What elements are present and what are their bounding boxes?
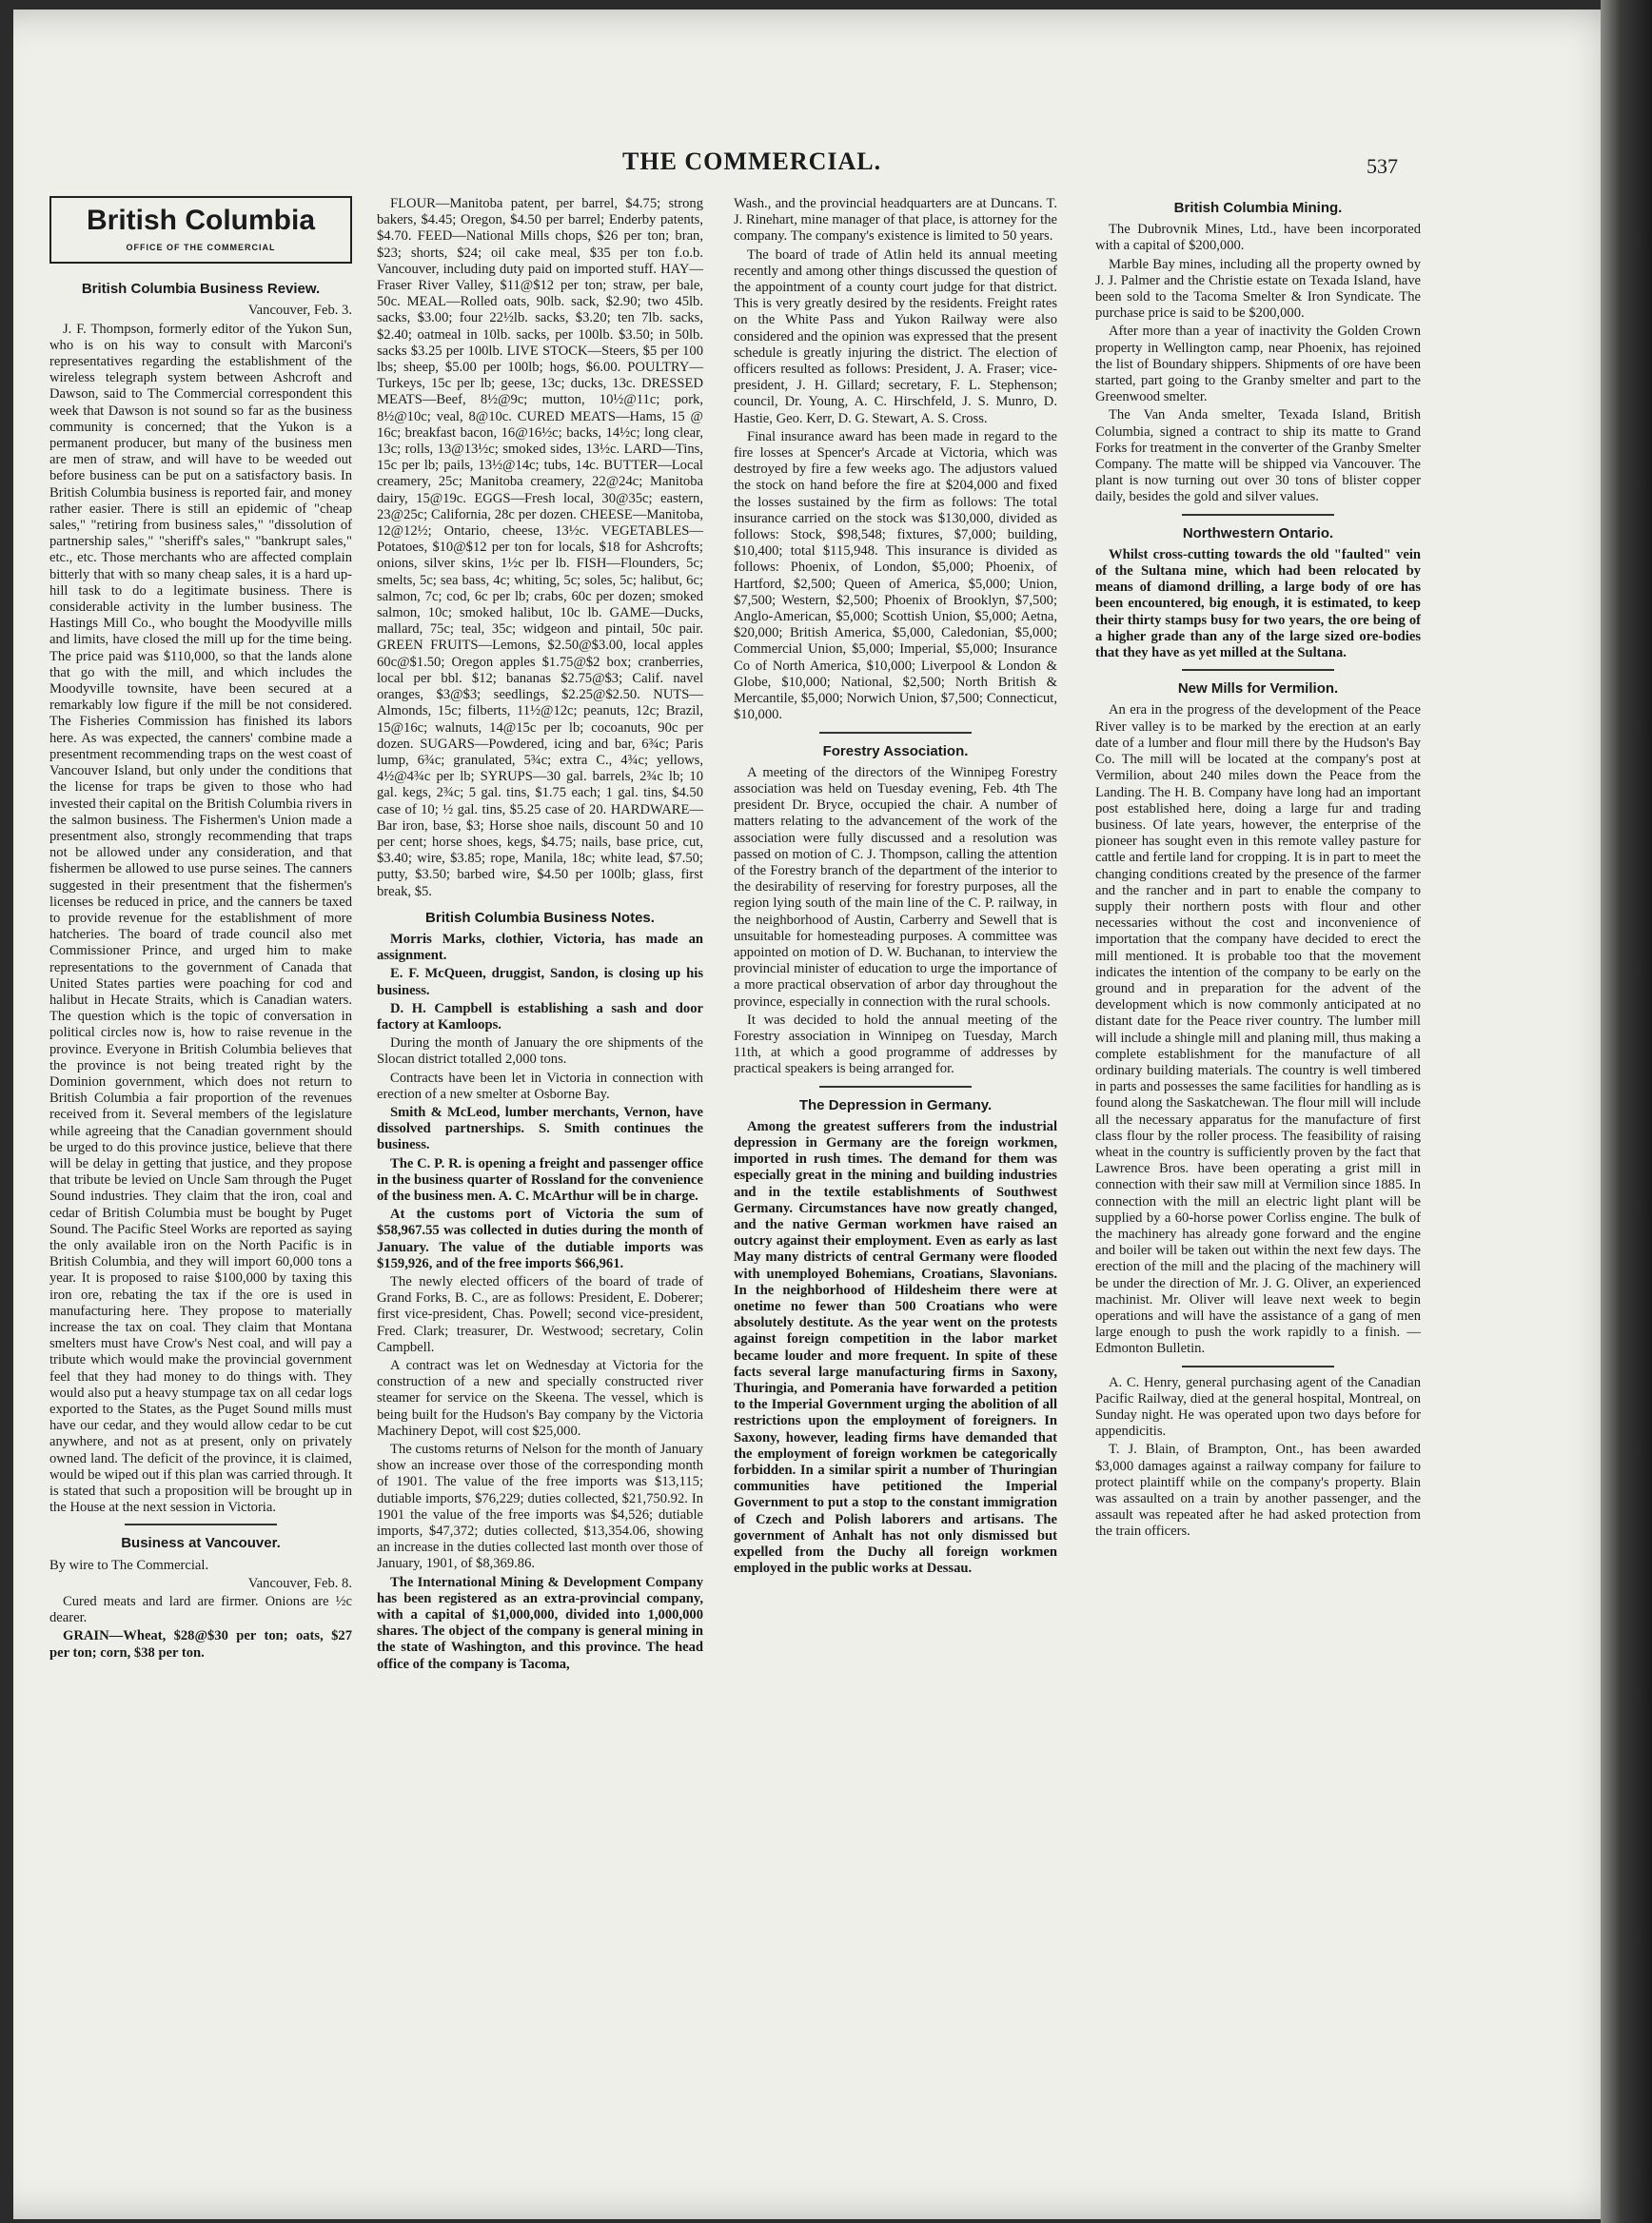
price-list: FLOUR—Manitoba patent, per barrel, $4.75; strong bakers, $4.45; Oregon, $4.50 per barrel; Enderby patents, $4.70. FEED—National Mills chops, $26 per ton; bran, $23; shorts, $24; oil cake meal, $35 per ton f.o.b. Vancouver, including duty paid on imported stuff. HAY—Fraser River Valley, $11@$12 per ton; straw, per bale, 50c. MEAL—Rolled oats, 90lb. sack, $2.90; two 45lb. sacks, $3.00; four 22½lb. sacks, $3.20; ten 7lb. sacks, $2.40; oatmeal in 10lb. sacks, per 100lb. $3.50; in 50lb. sacks $3.25 per 100lb. LIVE STOCK—Steers, $5 per 100 lbs; sheep, $5.00 per 100lb; hogs, $6.00. POULTRY—Turkeys, 15c per lb; geese, 13c; ducks, 13c. DRESSED MEATS—Beef, 8½@9c; mutton, 10½@11c; pork, 8½@10c; veal, 8@10c. CURED MEATS—Hams, 15 @ 16c; breakfast bacon, 16@16½c; backs, 14½c; long clear, 13c; rolls, 13@13½c; smoked sides, 13½c. LARD—Tins, 15c per lb; pails, 13½@14c; tubs, 14c. BUTTER—Local creamery, 25c; Manitoba creamery, 22@24c; Manitoba dairy, 15@19c. EGGS—Fresh local, 30@35c; eastern, 23@25c; California, 28c per dozen. CHEESE—Manitoba, 12@12½; Ontario, cheese, 13½c. VEGETABLES—Potatoes, $10@$12 per ton for locals, $18 for Ashcrofts; onions, silver skins, 1½c per lb. FISH—Flounders, 5c; smelts, 5c; sea bass, 4c; whiting, 5c; soles, 5c; halibut, 6c; salmon, 7c; cod, 6c per lb; crabs, 60c per dozen; smoked salmon, 10c; smoked halibut, 10c lb. GAME—Ducks, mallard, 75c; teal, 35c; widgeon and pintail, 50c pair. GREEN FRUITS—Lemons, $2.50@$3.00, local apples 60c@$1.50; Oregon apples $1.75@$2 box; cranberries, local per bbl. $12; bananas $2.75@$3; Calif. navel oranges, $3@$3; seedlings, $2.25@$2.50. NUTS—Almonds, 15c; filberts, 11½@12c; peanuts, 12c; Brazil, 15@16c; walnuts, 14@15c per lb; cocoanuts, 90c per dozen. SUGARS—Powdered, icing and bar, 6¾c; Paris lump, 6¾c; granulated, 5¾c; extra C., 4¾c; yellows, 4½@4¾c per lb; SYRUPS—30 gal. barrels, 2¾c lb; 10 gal. kegs, 2¾c; 5 gal. tins, $1.75 each; 1 gal. tins, $4.50 case of 10; ½ gal. tins, $5.25 case of 20. HARDWARE—Bar iron, base, $3; Horse shoe nails, discount 50 and 10 per cent; horse shoes, kegs, $4.75; nails, base price, cut, $3.40; wire, $3.85; rope, Manila, 18c; white lead, $7.50; putty, $3.50; barbed wire, $4.50 per 100lb; glass, first break, $5. xyxy=(377,196,703,899)
page-gutter-shadow xyxy=(1601,0,1652,2223)
divider xyxy=(1182,514,1334,516)
note-6: Smith & McLeod, lumber merchants, Vernon, have dissolved partnerships. S. Smith continues the business. xyxy=(377,1104,703,1153)
vancouver-heading: Business at Vancouver. xyxy=(121,1535,281,1552)
by-wire-line: By wire to The Commercial. xyxy=(49,1557,209,1573)
divider xyxy=(1182,1366,1334,1367)
column-3 xyxy=(734,196,1057,1579)
northwestern-heading: Northwestern Ontario. xyxy=(1182,524,1334,541)
note-7: The C. P. R. is opening a freight and passenger office in the business quarter of Rossland for the convenience of the business men. A. C. McArthur will be in charge. xyxy=(377,1155,703,1204)
forestry-heading: Forestry Association. xyxy=(822,742,969,759)
note-3: D. H. Campbell is establishing a sash and door factory at Kamloops. xyxy=(377,1000,703,1033)
newspaper-page xyxy=(13,10,1637,2219)
forestry-para-1: A meeting of the directors of the Winnipeg Forestry association was held on Tuesday evening, Feb. 4th The president Dr. Bryce, occupied the chair. A number of matters relating to the advancement of the work of the association were fully discussed and a resolution was passed on motion of C. J. Thompson, calling the attention of the Forestry branch of the department of the interior to the desirability of reserving for forestry purposes, all the region lying south of the main line of the C. P. railway, in the neighborhood of Austin, Carberry and Sewell that is unsuitable for homesteading purposes. A committee was appointed on motion of D. W. Buchanan, to interview the provincial minister of education to urge the importance of a more practical observation of arbor day throughout the province, especially in connection with the rural schools. xyxy=(734,764,1057,1010)
divider xyxy=(1182,669,1334,671)
col3-para-2: The board of trade of Atlin held its annual meeting recently and among other things discussed the question of the appointment of a county court judge for that district. This is very greatly desired by the residents. Freight rates on the White Pass and Yukon Railway were also considered and the opinion was expressed that the present schedule is greatly injuring the district. The election of officers resulted as follows: President, J. A. Fraser; vice-president, J. H. Gillard; secretary, F. L. Stephenson; council, Dr. Young, A. C. Hirschfeld, J. S. Munro, D. Hastie, Geo. Kerr, D. G. Stewart, A. S. Cross. xyxy=(734,246,1057,426)
note-12: The International Mining & Development Company has been registered as an extra-provincial company, with a capital of $1,000,000, divided into 1,000,000 shares. The object of the company is general mining in the state of Washington, and this province. The head office of the company is Tacoma, xyxy=(377,1574,703,1672)
col3-para-1: Wash., and the provincial headquarters are at Duncans. T. J. Rinehart, mine manager of that place, is attorney for the company. The company's existence is limited to 50 years. xyxy=(734,196,1057,245)
divider xyxy=(819,732,972,734)
note-8: At the customs port of Victoria the sum of $58,967.55 was collected in duties during the month of January. The value of the dutiable imports was $159,926, and of the free imports $66,961. xyxy=(377,1207,703,1271)
note-2: E. F. McQueen, druggist, Sandon, is closing up his business. xyxy=(377,966,703,998)
mills-heading: New Mills for Vermilion. xyxy=(1177,680,1339,698)
vancouver-para-2: GRAIN—Wheat, $28@$30 per ton; oats, $27 per ton; corn, $38 per ton. xyxy=(49,1628,352,1661)
germany-para: Among the greatest sufferers from the industrial depression in Germany are the foreign workmen, imported in rush times. The demand for them was especially great in the mining and building industries and in the textile establishments of Southwest Germany. Circumstances have now greatly changed, and the native German workmen have raised an outcry against their employment. Even as early as last May many districts of central Germany were flooded with unemployed Bohemians, Croatians, Slavonians. In the neighborhood of Hildesheim there were at onetime no fewer than 500 Croatians who were absolutely destitute. As the year went on the protests against foreign competition in the labor market became louder and more frequent. In spite of these facts several large manufacturing firms in Saxony, Thuringia, and Pomerania have forwarded a petition to the Imperial Government urging the abolition of all restrictions upon the employment of foreigners. In Saxony, however, leading firms have demanded that the employment of foreign workmen be categorically forbidden. In a similar spirit a number of Thuringian communities have petitioned the Imperial Government to put a stop to the constant immigration of Czech and Polish laborers and artisans. The government of Anhalt has not only dismissed but expelled from the Duchy all foreign workmen employed in the public works at Dessau. xyxy=(734,1118,1057,1577)
mining-para-4: The Van Anda smelter, Texada Island, British Columbia, signed a contract to ship its matte to Grand Forks for treatment in the converter of the Granby Smelter Company. The matte will be shipped via Vancouver. The plant is now turning out over 30 tons of blister copper daily, besides the gold and silver values. xyxy=(1095,407,1421,505)
column-4 xyxy=(1095,190,1421,1543)
blain-para: T. J. Blain, of Brampton, Ont., has been awarded $3,000 damages against a railway company for failure to protect plaintiff while on the company's property. Blain was assaulted on a train by another passenger, and the assault was repeated after he had asked protection from the train officers. xyxy=(1095,1442,1421,1540)
germany-heading: The Depression in Germany. xyxy=(798,1096,993,1113)
northwestern-para: Whilst cross-cutting towards the old "faulted" vein of the Sultana mine, which had been relocated by means of diamond drilling, a large body of ore has been encountered, big enough, it is estimated, to keep their thirty stamps busy for two years, the ore being of a higher grade than any of the large sized ore-bodies that they have as yet milled at the Sultana. xyxy=(1095,546,1421,661)
section-masthead-box xyxy=(49,196,352,264)
mining-para-3: After more than a year of inactivity the Golden Crown property in Wellington camp, near Phoenix, has rejoined the list of Boundary shippers. Shipments of ore have been started, part going to the Granby smelter and part to the Greenwood smelter. xyxy=(1095,324,1421,405)
col3-para-3: Final insurance award has been made in regard to the fire losses at Spencer's Arcade at Victoria, which was destroyed by fire a few weeks ago. The adjustors valued the stock on hand before the fire at $204,000 and fixed the losses sustained by the firm as follows: The total insurance carried on the stock was $130,000, divided as follows: Stock, $98,548; fixtures, $7,000; building, $10,400; total $115,948. This insurance is divided as follows: Phoenix, of London, $5,000; Phoenix, of Hartford, $2,500; Queen of America, $5,000; Union, $7,500; Western, $2,500; Phoenix of Brooklyn, $7,500; Anglo-American, $5,000; Scottish Union, $5,000; Aetna, $20,000; British America, $5,000, Caledonian, $5,000; Commercial Union, $5,000; Imperial, $5,000; Insurance Co of North America, $10,000; Liverpool & London & Globe, $10,000; National, $2,500; North British & Mercantile, $5,000; Norwich Union, $7,500; Connecticut, $10,000. xyxy=(734,428,1057,723)
mining-para-2: Marble Bay mines, including all the property owned by J. J. Palmer and the Christie estate on Texada Island, have been sold to the Tacoma Smelter & Iron Syndicate. The purchase price is said to be $200,000. xyxy=(1095,256,1421,322)
mills-para: An era in the progress of the development of the Peace River valley is to be marked by the erection at an early date of a lumber and flour mill there by the Hudson's Bay Co. The mill will be located at the company's post at Vermilion, about 240 miles down the Peace from the Landing. The H. B. Company have long had an important post established here, doing a large fur and trading business. Of late years, however, the enterprise of the pioneer has sought even in this remote valley pasture for cattle and fertile land for cropping. It is in part to meet the changing conditions created by the presence of the farmer and the rancher and in part to enable the company to supply their northern posts with flour and other necessaries without the cost and inconvenience of importation that the company have decided to erect the mill mentioned. It is probable too that the movement indicates the intention of the company to be early on the ground and in preparation for the advent of the development which is now commonly anticipated at no distant date for the Peace river country. The lumber mill will include a shingle mill and planing mill, thus making a complete establishment for the manufacture of all ordinary building materials. The country is well timbered in parts and possesses the same facilities for handling as is found along the Saskatchewan. The flour mill will include all the necessary apparatus for the manufacture of first class flour by the roller process. The feasibility of raising wheat in the country is sufficiently proven by the fact that Lawrence Bros. have been operating a grist mill in connection with their saw mill at Vermilion since 1885. In connection with the mill an electric light plant will be supplied by a 60-horse power Corliss engine. The bulk of the machinery has already gone forward and the engine and boiler will be taken out within the next few days. The erection of the mill and the placing of the machinery will be under the direction of Mr. J. G. Oliver, an experienced machinist. Mr. Oliver will leave next week to begin operations and will have the assistance of a gang of men large enough to push the work rapidly to a finish. —Edmonton Bulletin. xyxy=(1095,702,1421,1357)
column-2 xyxy=(377,196,703,1675)
review-dateline: Vancouver, Feb. 3. xyxy=(247,303,352,319)
forestry-para-2: It was decided to hold the annual meeting of the Forestry association in Winnipeg on Tuesday, March 11th, at which a good programme of addresses by practical speakers is being arranged for. xyxy=(734,1012,1057,1077)
vancouver-dateline: Vancouver, Feb. 8. xyxy=(247,1575,352,1591)
vancouver-para-1: Cured meats and lard are firmer. Onions are ½c dearer. xyxy=(49,1594,352,1626)
note-1: Morris Marks, clothier, Victoria, has made an assignment. xyxy=(377,931,703,964)
note-5: Contracts have been let in Victoria in connection with erection of a new smelter at Osborne Bay. xyxy=(377,1070,703,1102)
masthead-subtitle: OFFICE OF THE COMMERCIAL xyxy=(126,243,276,252)
note-9: The newly elected officers of the board of trade of Grand Forks, B. C., are as follows: President, E. Doberer; first vice-president, Chas. Powell; second vice-president, Fred. Clark; treasurer, Dr. Westwood; secretary, Colin Campbell. xyxy=(377,1274,703,1355)
review-body: J. F. Thompson, formerly editor of the Yukon Sun, who is on his way to consult with Marconi's representatives regarding the establishment of the wireless telegraph system between Ashcroft and Dawson, said to The Commercial correspondent this week that Dawson is not sound so far as the business community is concerned; that the Yukon is a permanent producer, but many of the business men are men of straw, and will have to be weeded out before business can be put on a satisfactory basis. In British Columbia business is reported fair, and money rather easier. There is still an epidemic of "cheap sales," "retiring from business sales," "dissolution of partnership sales," "sheriff's sales," "bankrupt sales," etc., etc. Those merchants who are affected complain bitterly that with so many cheap sales, it is a hard up-hill task to do a legitimate business. There is considerable activity in the lumber business. The Hastings Mill Co., who bought the Moodyville mills and limits, have closed the mill up for the time being. The price paid was $110,000, so that the lands alone that go with the mill, and which includes the Moodyville townsite, have been secured at a remarkably low figure if the mill be not considered. The Fisheries Commission has finished its labors here. As was expected, the canners' combine made a presentment recommending traps on the west coast of Vancouver Island, but only under the conditions that the license for traps be given to those who had invested their capital on the British Columbia rivers in the salmon business. The Fishermen's Union made a presentment also, strongly recommending that traps not be allowed under any consideration, and that fishermen be allowed to use purse seines. The canners suggested in their presentment that the fishermen's licenses be reduced in price, and the canners be taxed to provide revenue for the establishment of more hatcheries. The board of trade council also met Commissioner Prince, and urged him to make representations to the government of Canada that United States parties were poaching for cod and halibut in Hecate Straits, which is Canadian waters. The question which is the topic of conversation in political circles now is, how to raise revenue in the province. Everyone in British Columbia believes that the province is not being treated right by the Dominion government, which does not return to British Columbia a fair proportion of the revenues received from it. Several members of the legislature while agreeing that the Canadian government should be urged to do this province justice, believe that there will be delay in getting that justice, and they propose that tribute be levied on Uncle Sam through the Puget Sound industries. They claim that the iron, coal and cedar of British Columbia must be bought by Puget Sound. The Pacific Steel Works are reported as saying the only available iron on the North Pacific is in British Columbia, and they will import 60,000 tons a year. It is proposed to raise $100,000 by taxing this iron ore, rebating the tax if the ore is used in manufacturing here. They propose to materially increase the tax on coal. They claim that Montana smelters must have Crow's Nest coal, and will pay a tribute which would make the provincial government feel that they had money to do things with. They would also put a heavy stumpage tax on all cedar logs exported to the States, as the Puget Sound mills must have our cedar, and they would allow cedar to be cut anywhere, and not as at present, only on privately owned land. The deficit of the province, it is claimed, would be wiped out if this plan was carried through. It is stated that such a proposition will be brought up in the House at the next session in Victoria. xyxy=(49,321,352,1516)
column-1 xyxy=(49,196,352,1663)
note-10: A contract was let on Wednesday at Victoria for the construction of a new and specially constructed river steamer for service on the Skeena. The vessel, which is being built for the Hudson's Bay company by the Victoria Machinery Depot, will cost $25,000. xyxy=(377,1358,703,1439)
page-header-title: THE COMMERCIAL. xyxy=(622,148,882,175)
notes-heading: British Columbia Business Notes. xyxy=(425,909,655,926)
note-11: The customs returns of Nelson for the month of January show an increase over those of the corresponding month of 1901. The value of the free imports was $13,115; dutiable imports, $76,229; duties collected, $21,750.92. In 1901 the value of the free imports was $4,526; dutiable imports, $47,372; duties collected, $13,354.06, showing an increase in the duties collected last month over those of January, 1901, of $8,369.86. xyxy=(377,1442,703,1572)
note-4: During the month of January the ore shipments of the Slocan district totalled 2,000 tons. xyxy=(377,1035,703,1068)
mining-heading: British Columbia Mining. xyxy=(1173,200,1343,216)
review-heading: British Columbia Business Review. xyxy=(81,281,321,298)
masthead-title: British Columbia xyxy=(86,205,315,236)
henry-para: A. C. Henry, general purchasing agent of the Canadian Pacific Railway, died at the general hospital, Montreal, on Sunday night. He was operated upon two days before for appendicitis. xyxy=(1095,1374,1421,1440)
mining-para-1: The Dubrovnik Mines, Ltd., have been incorporated with a capital of $200,000. xyxy=(1095,222,1421,254)
divider xyxy=(125,1524,277,1525)
divider xyxy=(819,1086,972,1088)
page-number: 537 xyxy=(1367,154,1398,178)
